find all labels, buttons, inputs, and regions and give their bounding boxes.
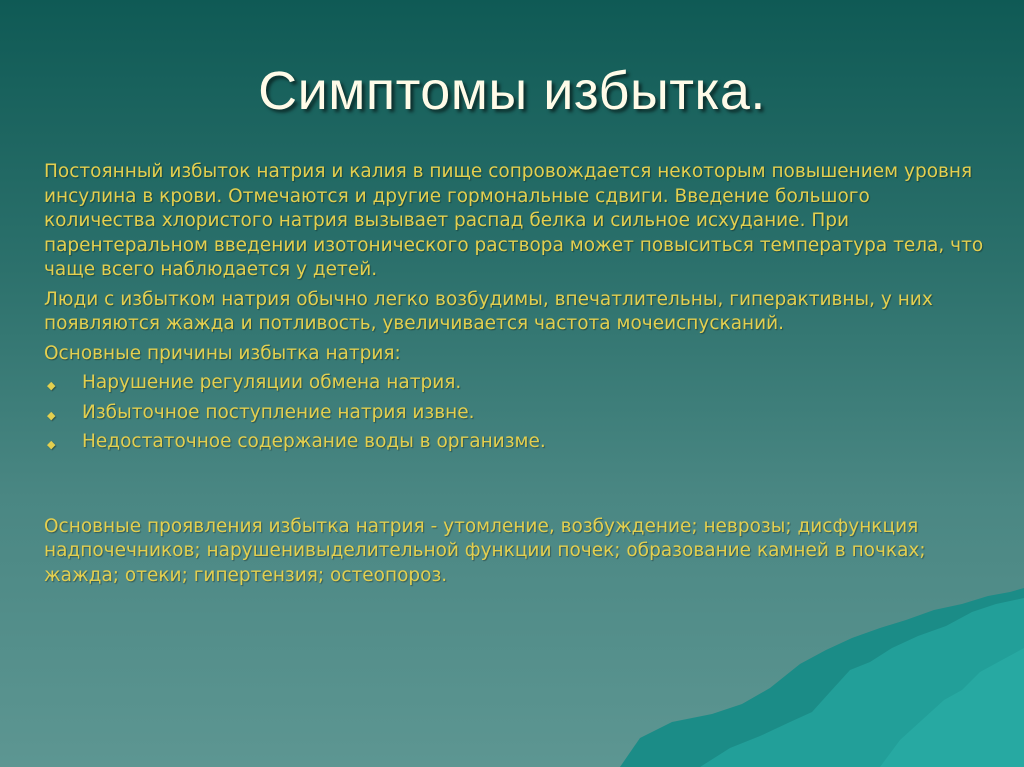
spacer [44,460,984,515]
diamond-bullet-icon: ◆ [47,438,56,451]
list-item-label: Избыточное поступление натрия извне. [82,401,475,423]
paragraph-hormones: Постоянный избыток натрия и калия в пище сопровождается некоторым повышением уровня инсулина в крови. Отмечаются и другие гормональные сдвиги. Введение большого количества хлористого натрия вызывает распад белка и сильное исхудание. При парентеральном введении изотонического раствора может повыситься температура тела, что чаще всего наблюдается у детей. [44,161,984,280]
list-item [44,371,984,396]
slide-title: Симптомы избытка. [258,61,766,121]
diamond-bullet-icon: ◆ [47,408,56,422]
paragraph-manifestations: Основные проявления избытка натрия - утомление, возбуждение; неврозы; дисфункция надпочечников; нарушенивыделительной функции почек; образование камней в почках; жажда; отеки; гипертензия; остеопороз. [44,515,926,586]
list-item [44,430,984,455]
list-item-label: Нарушение регуляции обмена натрия. [82,372,462,393]
paragraph-behavior: Люди с избытком натрия обычно легко возбудимы, впечатлительны, гиперактивны, у них появляются жажда и потливость, увеличивается частота мочеиспусканий. [44,288,933,334]
list-item [44,401,984,426]
diamond-bullet-icon: ◆ [47,379,56,392]
list-item-label: Недостаточное содержание воды в организме. [82,431,546,452]
causes-list [44,371,984,455]
slide-body [44,160,984,593]
paragraph-causes-heading: Основные причины избытка натрия: [44,342,401,364]
